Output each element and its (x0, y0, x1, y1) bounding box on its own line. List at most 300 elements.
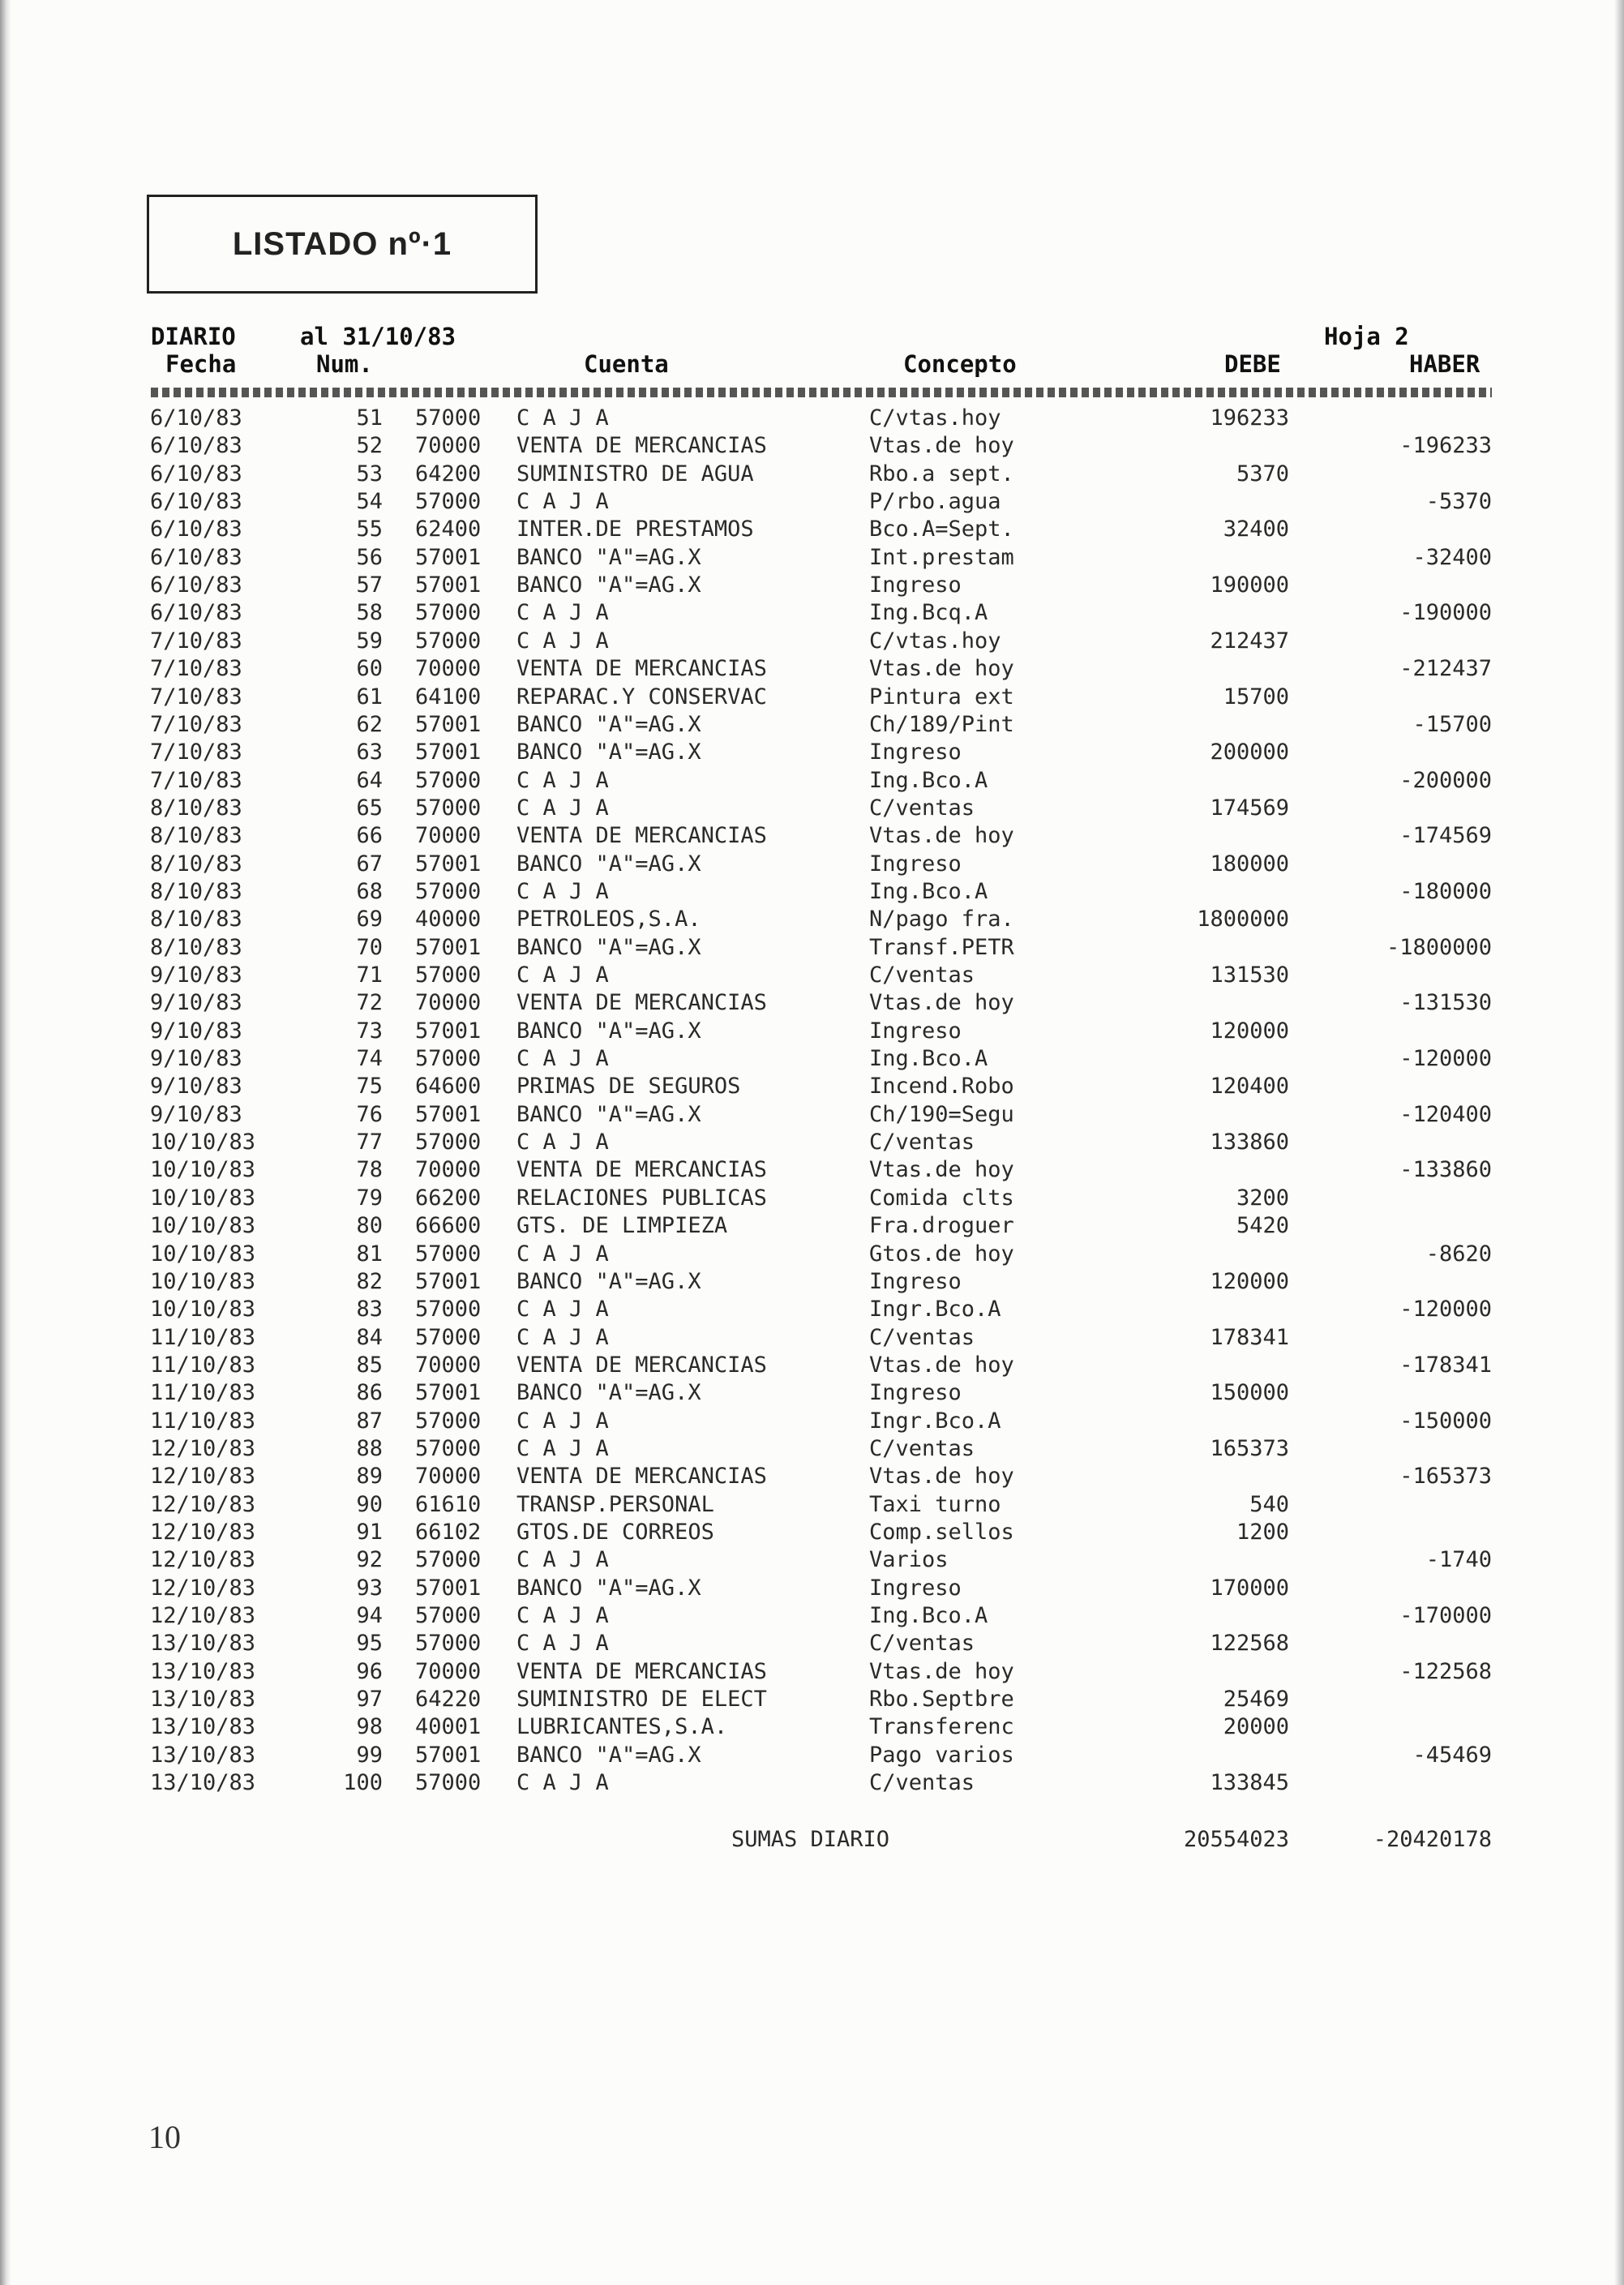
table-row (0, 851, 1624, 879)
entry-number: 94 (356, 1603, 383, 1628)
table-row (0, 795, 1624, 823)
entry-date: 12/10/83 (150, 1436, 256, 1461)
entry-haber: -212437 (1399, 656, 1492, 681)
entry-debe: 15700 (1223, 684, 1289, 710)
table-row (0, 1353, 1624, 1380)
entry-account-code: 57001 (415, 1018, 482, 1044)
entry-concept: Ingreso (869, 1269, 962, 1294)
entry-haber: -15700 (1412, 712, 1492, 737)
entry-account-name: SUMINISTRO DE ELECT (516, 1687, 767, 1712)
col-header-num: Num. (316, 350, 373, 378)
entry-account-name: C A J A (516, 1046, 609, 1071)
table-row (0, 684, 1624, 712)
entry-debe: 178341 (1210, 1325, 1289, 1350)
entry-account-code: 64600 (415, 1074, 482, 1099)
table-row (0, 1575, 1624, 1603)
entry-account-name: C A J A (516, 1297, 609, 1322)
entry-account-code: 57000 (415, 962, 482, 988)
entry-concept: Ingreso (869, 1018, 962, 1044)
entry-debe: 170000 (1210, 1575, 1289, 1601)
entry-date: 7/10/83 (150, 628, 242, 654)
sheet-label: Hoja 2 (1324, 323, 1409, 350)
entry-date: 9/10/83 (150, 1046, 242, 1071)
entry-number: 68 (356, 879, 383, 904)
entry-account-name: BANCO "A"=AG.X (516, 572, 701, 598)
entry-date: 10/10/83 (150, 1297, 256, 1322)
entry-date: 10/10/83 (150, 1213, 256, 1238)
table-row (0, 1018, 1624, 1046)
entry-concept: Ing.Bco.A (869, 1603, 988, 1628)
entry-date: 10/10/83 (150, 1157, 256, 1182)
entry-date: 10/10/83 (150, 1269, 256, 1294)
entry-date: 12/10/83 (150, 1464, 256, 1489)
entry-concept: Vtas.de hoy (869, 1464, 1014, 1489)
entry-account-code: 57001 (415, 851, 482, 877)
table-row (0, 1213, 1624, 1241)
entry-account-code: 57000 (415, 1436, 482, 1461)
entry-concept: Fra.droguer (869, 1213, 1014, 1238)
entry-date: 7/10/83 (150, 684, 242, 710)
entry-concept: C/ventas (869, 1325, 975, 1350)
entry-concept: N/pago fra. (869, 907, 1014, 932)
entry-account-code: 57001 (415, 740, 482, 765)
entry-haber: -170000 (1399, 1603, 1492, 1628)
table-row (0, 1464, 1624, 1491)
entry-account-name: C A J A (516, 962, 609, 988)
entry-date: 12/10/83 (150, 1520, 256, 1545)
entry-account-name: C A J A (516, 405, 609, 431)
entry-haber: -8620 (1425, 1241, 1492, 1267)
entry-account-name: VENTA DE MERCANCIAS (516, 990, 767, 1015)
entry-account-name: BANCO "A"=AG.X (516, 740, 701, 765)
entry-account-name: PETROLEOS,S.A. (516, 907, 701, 932)
table-row (0, 489, 1624, 517)
table-row (0, 1325, 1624, 1353)
table-row (0, 656, 1624, 684)
table-row (0, 1102, 1624, 1130)
totals-label: SUMAS DIARIO (731, 1827, 890, 1852)
entry-debe: 131530 (1210, 962, 1289, 988)
entry-account-name: C A J A (516, 879, 609, 904)
entry-account-name: GTS. DE LIMPIEZA (516, 1213, 728, 1238)
entry-account-code: 57001 (415, 572, 482, 598)
entry-concept: Ingr.Bco.A (869, 1297, 1001, 1322)
entry-concept: Varios (869, 1547, 949, 1572)
entry-account-code: 64200 (415, 461, 482, 487)
entry-account-code: 70000 (415, 1659, 482, 1684)
entry-debe: 122568 (1210, 1631, 1289, 1656)
entry-number: 79 (356, 1185, 383, 1211)
entry-concept: Ing.Bco.A (869, 1046, 988, 1071)
entry-debe: 150000 (1210, 1380, 1289, 1405)
entry-account-code: 57000 (415, 768, 482, 793)
entry-number: 60 (356, 656, 383, 681)
entry-account-name: VENTA DE MERCANCIAS (516, 823, 767, 848)
entry-account-code: 57000 (415, 1631, 482, 1656)
entry-number: 69 (356, 907, 383, 932)
entry-account-name: BANCO "A"=AG.X (516, 1018, 701, 1044)
table-row (0, 935, 1624, 962)
table-row (0, 628, 1624, 656)
entry-account-code: 57000 (415, 1130, 482, 1155)
entry-concept: C/ventas (869, 1130, 975, 1155)
entry-date: 7/10/83 (150, 656, 242, 681)
header-separator (151, 388, 1492, 397)
entry-number: 58 (356, 600, 383, 625)
entry-concept: C/ventas (869, 1770, 975, 1795)
table-row (0, 1659, 1624, 1687)
entry-account-code: 57000 (415, 1603, 482, 1628)
entry-debe: 165373 (1210, 1436, 1289, 1461)
entry-debe: 196233 (1210, 405, 1289, 431)
entry-number: 54 (356, 489, 383, 514)
entry-account-name: BANCO "A"=AG.X (516, 1269, 701, 1294)
entry-haber: -178341 (1399, 1353, 1492, 1378)
entry-account-code: 57000 (415, 879, 482, 904)
entry-number: 72 (356, 990, 383, 1015)
table-row (0, 1297, 1624, 1324)
entry-date: 6/10/83 (150, 433, 242, 458)
entry-number: 52 (356, 433, 383, 458)
col-header-fecha: Fecha (165, 350, 237, 378)
entry-account-code: 64220 (415, 1687, 482, 1712)
entry-concept: Ing.Bco.A (869, 879, 988, 904)
entry-date: 8/10/83 (150, 851, 242, 877)
entry-number: 96 (356, 1659, 383, 1684)
entry-account-code: 57000 (415, 1241, 482, 1267)
entry-number: 82 (356, 1269, 383, 1294)
entry-haber: -200000 (1399, 768, 1492, 793)
entry-date: 10/10/83 (150, 1241, 256, 1267)
entry-date: 11/10/83 (150, 1325, 256, 1350)
entry-account-name: BANCO "A"=AG.X (516, 935, 701, 960)
entry-concept: Vtas.de hoy (869, 823, 1014, 848)
entry-debe: 120000 (1210, 1269, 1289, 1294)
entry-concept: Transferenc (869, 1714, 1014, 1739)
table-row (0, 1046, 1624, 1074)
entry-number: 67 (356, 851, 383, 877)
entry-concept: Ingreso (869, 851, 962, 877)
entry-concept: Vtas.de hoy (869, 1157, 1014, 1182)
entry-concept: Rbo.Septbre (869, 1687, 1014, 1712)
entry-concept: Transf.PETR (869, 935, 1014, 960)
entry-account-code: 70000 (415, 433, 482, 458)
entry-number: 65 (356, 795, 383, 821)
entry-number: 62 (356, 712, 383, 737)
entry-date: 9/10/83 (150, 990, 242, 1015)
entry-debe: 120400 (1210, 1074, 1289, 1099)
entry-number: 73 (356, 1018, 383, 1044)
entry-account-name: BANCO "A"=AG.X (516, 1380, 701, 1405)
entry-haber: -1800000 (1386, 935, 1492, 960)
entry-haber: -122568 (1399, 1659, 1492, 1684)
entry-haber: -120000 (1399, 1046, 1492, 1071)
col-header-debe: DEBE (1224, 350, 1281, 378)
entry-account-code: 70000 (415, 823, 482, 848)
entry-concept: Taxi turno (869, 1492, 1001, 1517)
table-row (0, 740, 1624, 767)
entry-number: 85 (356, 1353, 383, 1378)
entry-date: 12/10/83 (150, 1492, 256, 1517)
entry-account-code: 64100 (415, 684, 482, 710)
entry-concept: Ingreso (869, 1575, 962, 1601)
entry-debe: 3200 (1236, 1185, 1289, 1211)
entry-number: 100 (343, 1770, 383, 1795)
entry-account-name: VENTA DE MERCANCIAS (516, 1659, 767, 1684)
entry-date: 9/10/83 (150, 1018, 242, 1044)
entry-date: 8/10/83 (150, 879, 242, 904)
entry-account-name: PRIMAS DE SEGUROS (516, 1074, 741, 1099)
table-row (0, 1157, 1624, 1185)
table-row (0, 517, 1624, 544)
entry-account-code: 57000 (415, 1297, 482, 1322)
table-row (0, 823, 1624, 851)
entry-number: 78 (356, 1157, 383, 1182)
entry-account-name: VENTA DE MERCANCIAS (516, 1464, 767, 1489)
entry-account-name: C A J A (516, 1325, 609, 1350)
table-row (0, 1492, 1624, 1520)
entry-account-name: INTER.DE PRESTAMOS (516, 517, 754, 542)
entry-concept: C/ventas (869, 1436, 975, 1461)
diario-label: DIARIO (151, 323, 236, 350)
entry-account-name: C A J A (516, 768, 609, 793)
entry-haber: -45469 (1412, 1743, 1492, 1768)
entry-concept: C/ventas (869, 962, 975, 988)
entry-debe: 133860 (1210, 1130, 1289, 1155)
table-row (0, 1743, 1624, 1770)
entry-haber: -5370 (1425, 489, 1492, 514)
table-row (0, 879, 1624, 907)
entry-account-name: TRANSP.PERSONAL (516, 1492, 714, 1517)
entry-account-code: 57000 (415, 1770, 482, 1795)
entry-account-name: GTOS.DE CORREOS (516, 1520, 714, 1545)
entry-account-name: BANCO "A"=AG.X (516, 851, 701, 877)
listing-title: LISTADO nº·1 (147, 195, 538, 294)
entry-concept: Ingreso (869, 1380, 962, 1405)
entry-date: 12/10/83 (150, 1547, 256, 1572)
entry-concept: C/ventas (869, 795, 975, 821)
entry-date: 10/10/83 (150, 1185, 256, 1211)
entry-date: 6/10/83 (150, 600, 242, 625)
entry-account-name: VENTA DE MERCANCIAS (516, 656, 767, 681)
entry-date: 7/10/83 (150, 740, 242, 765)
entry-account-name: REPARAC.Y CONSERVAC (516, 684, 767, 710)
entry-debe: 32400 (1223, 517, 1289, 542)
entry-account-name: C A J A (516, 1631, 609, 1656)
entry-account-code: 70000 (415, 1464, 482, 1489)
entry-date: 6/10/83 (150, 517, 242, 542)
entry-date: 6/10/83 (150, 461, 242, 487)
entry-date: 9/10/83 (150, 1102, 242, 1127)
entry-account-name: VENTA DE MERCANCIAS (516, 1157, 767, 1182)
entry-number: 93 (356, 1575, 383, 1601)
entry-date: 8/10/83 (150, 823, 242, 848)
entry-account-code: 57000 (415, 795, 482, 821)
entry-account-code: 66600 (415, 1213, 482, 1238)
entry-number: 57 (356, 572, 383, 598)
entry-account-name: C A J A (516, 1603, 609, 1628)
entry-concept: Bco.A=Sept. (869, 517, 1014, 542)
entry-account-code: 57001 (415, 1743, 482, 1768)
entry-date: 12/10/83 (150, 1603, 256, 1628)
entry-concept: Incend.Robo (869, 1074, 1014, 1099)
entry-account-name: LUBRICANTES,S.A. (516, 1714, 728, 1739)
entry-number: 91 (356, 1520, 383, 1545)
table-row (0, 405, 1624, 433)
entry-concept: P/rbo.agua (869, 489, 1001, 514)
entry-number: 84 (356, 1325, 383, 1350)
entry-number: 98 (356, 1714, 383, 1739)
entry-haber: -1740 (1425, 1547, 1492, 1572)
table-row (0, 1380, 1624, 1408)
table-row (0, 1547, 1624, 1575)
entry-number: 97 (356, 1687, 383, 1712)
entry-concept: C/vtas.hoy (869, 405, 1001, 431)
entry-account-code: 57000 (415, 1547, 482, 1572)
entry-number: 51 (356, 405, 383, 431)
entry-number: 55 (356, 517, 383, 542)
entry-account-code: 40001 (415, 1714, 482, 1739)
entry-account-name: BANCO "A"=AG.X (516, 545, 701, 570)
entry-account-name: SUMINISTRO DE AGUA (516, 461, 754, 487)
entry-debe: 5370 (1236, 461, 1289, 487)
entry-date: 7/10/83 (150, 768, 242, 793)
entry-concept: Ingreso (869, 572, 962, 598)
entry-concept: Vtas.de hoy (869, 656, 1014, 681)
entry-date: 6/10/83 (150, 405, 242, 431)
entry-account-code: 70000 (415, 990, 482, 1015)
entry-concept: Pintura ext (869, 684, 1014, 710)
table-row (0, 1520, 1624, 1547)
entry-account-name: BANCO "A"=AG.X (516, 1743, 701, 1768)
entry-debe: 180000 (1210, 851, 1289, 877)
entry-date: 8/10/83 (150, 795, 242, 821)
table-row (0, 572, 1624, 600)
table-row (0, 962, 1624, 990)
entry-debe: 5420 (1236, 1213, 1289, 1238)
entry-haber: -32400 (1412, 545, 1492, 570)
table-row (0, 1074, 1624, 1101)
entry-concept: Ch/189/Pint (869, 712, 1014, 737)
entry-concept: Vtas.de hoy (869, 990, 1014, 1015)
entry-number: 86 (356, 1380, 383, 1405)
entry-concept: Ingr.Bco.A (869, 1408, 1001, 1434)
col-header-haber: HABER (1409, 350, 1480, 378)
entry-haber: -190000 (1399, 600, 1492, 625)
entry-account-code: 57000 (415, 405, 482, 431)
entry-debe: 20000 (1223, 1714, 1289, 1739)
entry-account-code: 57000 (415, 628, 482, 654)
entry-account-code: 70000 (415, 1353, 482, 1378)
totals-haber: -20420178 (1373, 1827, 1492, 1852)
entry-account-name: C A J A (516, 1770, 609, 1795)
entry-number: 71 (356, 962, 383, 988)
entry-number: 88 (356, 1436, 383, 1461)
entry-account-name: C A J A (516, 489, 609, 514)
entry-account-name: BANCO "A"=AG.X (516, 1102, 701, 1127)
entry-concept: Comida clts (869, 1185, 1014, 1211)
entry-account-code: 61610 (415, 1492, 482, 1517)
entry-haber: -131530 (1399, 990, 1492, 1015)
entry-number: 90 (356, 1492, 383, 1517)
table-row (0, 1241, 1624, 1269)
entry-account-name: C A J A (516, 1408, 609, 1434)
table-row (0, 1770, 1624, 1798)
entry-account-name: VENTA DE MERCANCIAS (516, 433, 767, 458)
table-row (0, 1130, 1624, 1157)
table-row (0, 712, 1624, 740)
entry-account-name: C A J A (516, 1436, 609, 1461)
entry-account-name: BANCO "A"=AG.X (516, 712, 701, 737)
table-row (0, 1436, 1624, 1464)
entry-number: 59 (356, 628, 383, 654)
entry-account-name: C A J A (516, 600, 609, 625)
entry-date: 11/10/83 (150, 1353, 256, 1378)
entry-concept: Ing.Bco.A (869, 768, 988, 793)
entry-date: 6/10/83 (150, 489, 242, 514)
entry-account-code: 57001 (415, 1575, 482, 1601)
entry-debe: 174569 (1210, 795, 1289, 821)
table-row (0, 433, 1624, 461)
period-label: al 31/10/83 (300, 323, 456, 350)
entry-date: 13/10/83 (150, 1687, 256, 1712)
entry-account-name: C A J A (516, 1241, 609, 1267)
entry-date: 11/10/83 (150, 1408, 256, 1434)
entry-concept: Pago varios (869, 1743, 1014, 1768)
entry-number: 56 (356, 545, 383, 570)
table-row (0, 907, 1624, 934)
entry-debe: 212437 (1210, 628, 1289, 654)
entry-date: 13/10/83 (150, 1770, 256, 1795)
entry-concept: Gtos.de hoy (869, 1241, 1014, 1267)
entry-concept: Comp.sellos (869, 1520, 1014, 1545)
entry-account-code: 66200 (415, 1185, 482, 1211)
entry-debe: 190000 (1210, 572, 1289, 598)
entry-haber: -150000 (1399, 1408, 1492, 1434)
entry-account-code: 57000 (415, 1325, 482, 1350)
entry-concept: Ch/190=Segu (869, 1102, 1014, 1127)
totals-debe: 20554023 (1183, 1827, 1289, 1852)
entry-account-code: 57000 (415, 489, 482, 514)
table-row (0, 1408, 1624, 1436)
table-row (0, 1603, 1624, 1631)
entry-account-name: C A J A (516, 1130, 609, 1155)
entry-date: 6/10/83 (150, 545, 242, 570)
entry-haber: -174569 (1399, 823, 1492, 848)
entry-number: 63 (356, 740, 383, 765)
entry-account-code: 57001 (415, 545, 482, 570)
entry-concept: C/vtas.hoy (869, 628, 1001, 654)
entry-date: 12/10/83 (150, 1575, 256, 1601)
entry-number: 81 (356, 1241, 383, 1267)
entry-account-name: RELACIONES PUBLICAS (516, 1185, 767, 1211)
entry-haber: -120000 (1399, 1297, 1492, 1322)
entry-account-code: 40000 (415, 907, 482, 932)
entry-number: 70 (356, 935, 383, 960)
entry-number: 89 (356, 1464, 383, 1489)
col-header-cuenta: Cuenta (584, 350, 669, 378)
entry-account-code: 57001 (415, 1269, 482, 1294)
entry-account-code: 57000 (415, 1408, 482, 1434)
entry-account-code: 70000 (415, 1157, 482, 1182)
entry-account-name: C A J A (516, 628, 609, 654)
entry-account-name: BANCO "A"=AG.X (516, 1575, 701, 1601)
entry-number: 92 (356, 1547, 383, 1572)
entry-date: 8/10/83 (150, 907, 242, 932)
entry-haber: -196233 (1399, 433, 1492, 458)
entry-haber: -165373 (1399, 1464, 1492, 1489)
entry-account-code: 57001 (415, 1102, 482, 1127)
